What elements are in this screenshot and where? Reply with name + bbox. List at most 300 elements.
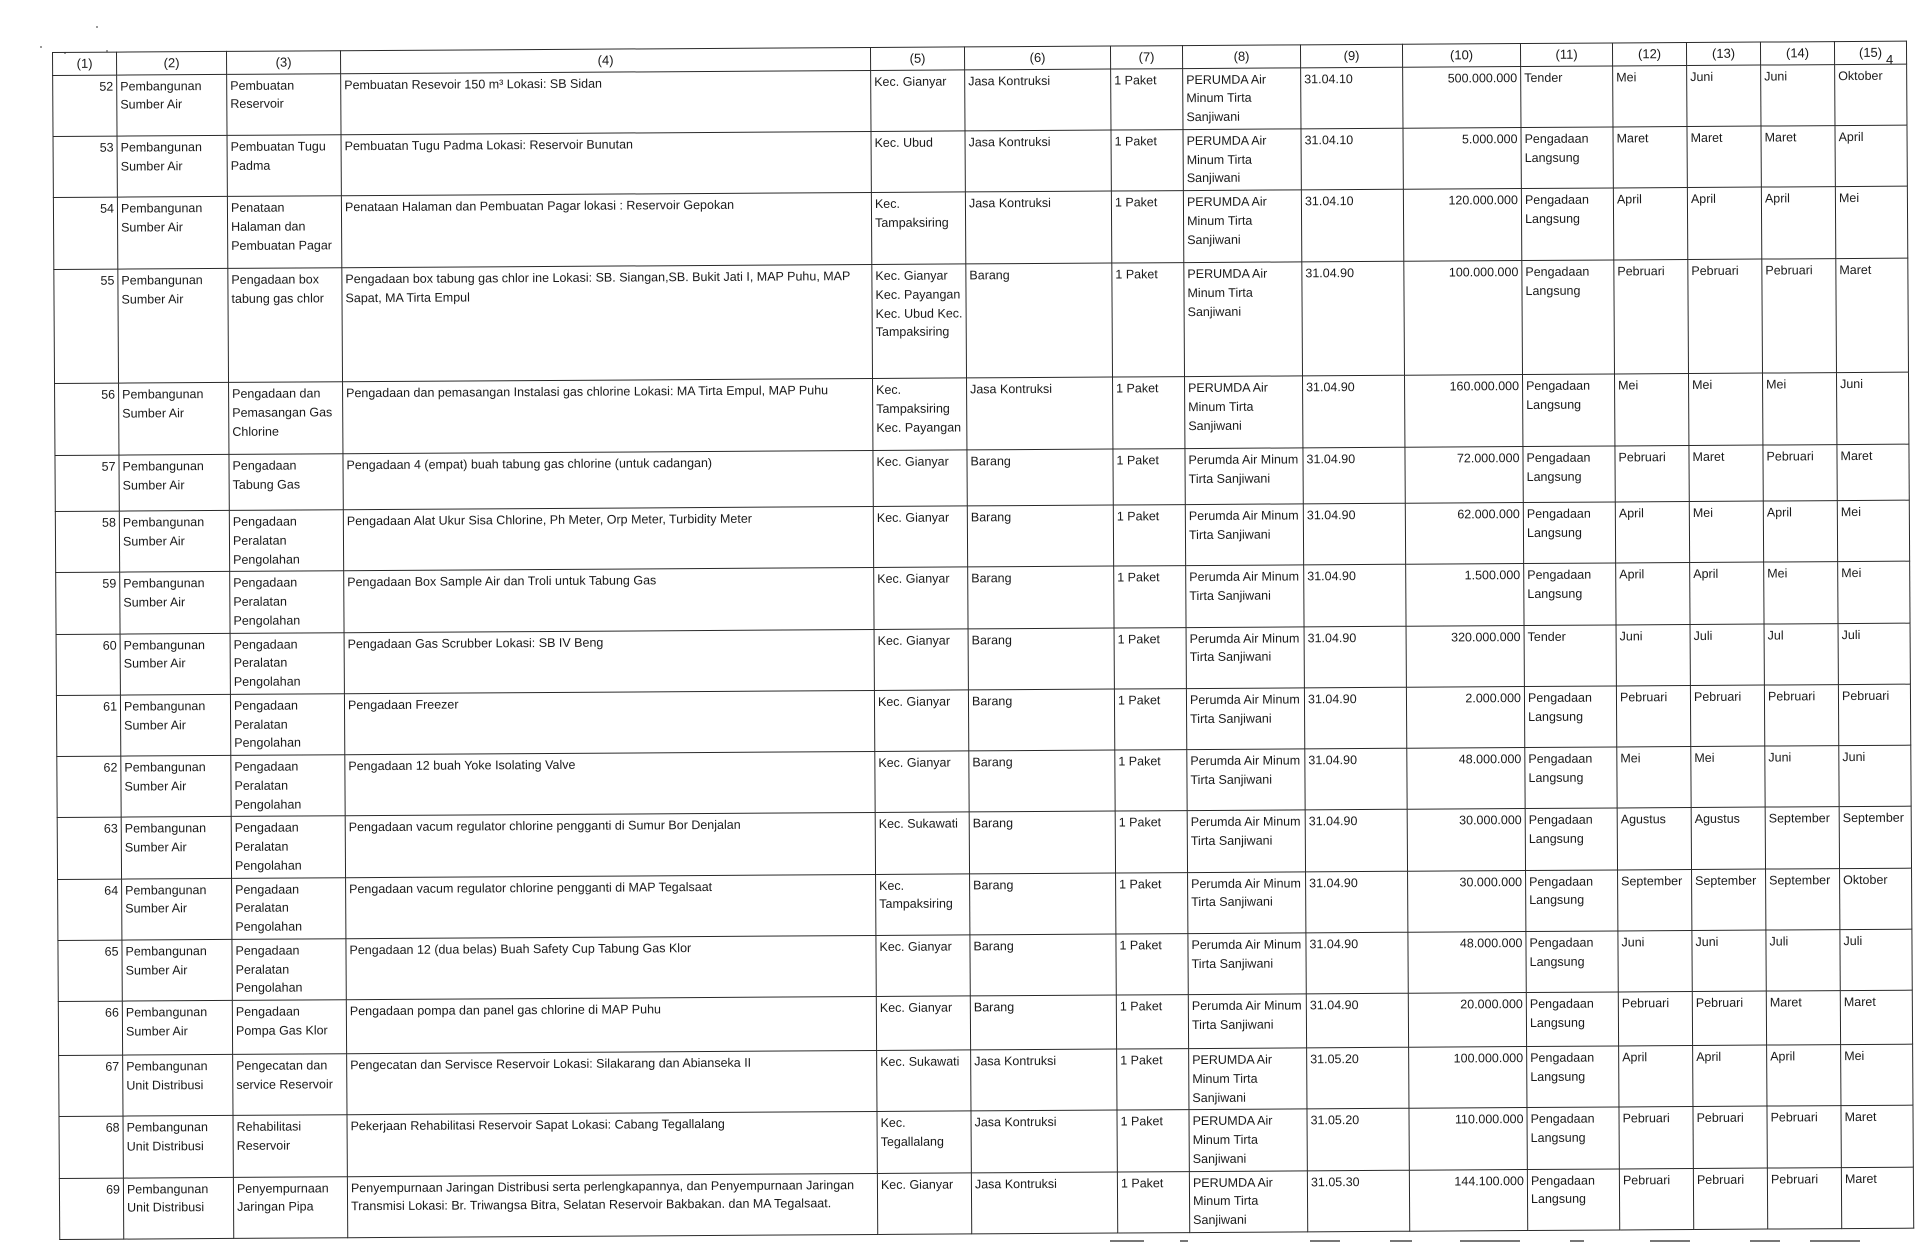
cell-month-12: Pebruari bbox=[1619, 1107, 1693, 1169]
cell-month-13: April bbox=[1687, 187, 1761, 259]
cell-month-13: September bbox=[1692, 869, 1766, 931]
cell-month-14: Juni bbox=[1761, 64, 1835, 126]
table-row bbox=[55, 500, 1909, 573]
cell-executor: Perumda Air Minum Tirta Sanjiwani bbox=[1188, 994, 1306, 1049]
column-header-2: (2) bbox=[117, 51, 227, 74]
cell-description: Pekerjaan Rehabilitasi Reservoir Sapat Lokasi: Cabang Tegallalang bbox=[347, 1112, 877, 1176]
cell-program: Pembangunan Sumber Air bbox=[121, 755, 231, 817]
cell-account-code: 31.05.20 bbox=[1307, 1047, 1409, 1109]
cell-volume: 1 Paket bbox=[1111, 68, 1183, 130]
cell-activity: Penyempurnaan Jaringan Pipa bbox=[233, 1176, 347, 1238]
cell-description: Pengadaan 12 buah Yoke Isolating Valve bbox=[345, 751, 875, 815]
cell-account-code: 31.04.90 bbox=[1306, 932, 1408, 994]
cell-program: Pembangunan Sumber Air bbox=[117, 135, 227, 197]
cell-location: Kec. Sukawati bbox=[877, 1050, 971, 1112]
cell-volume: 1 Paket bbox=[1117, 1171, 1189, 1233]
cell-description: Pembuatan Resevoir 150 m³ Lokasi: SB Sidan bbox=[341, 70, 871, 134]
cell-budget: 100.000.000 bbox=[1404, 261, 1523, 376]
cell-month-12: Mei bbox=[1613, 65, 1687, 127]
cell-month-13: Agustus bbox=[1691, 807, 1765, 869]
cell-executor: Perumda Air Minum Tirta Sanjiwani bbox=[1188, 933, 1306, 995]
cell-description: Pengadaan box tabung gas chlor ine Lokasi: SB. Siangan,SB. Bukit Jati I, MAP Puhu, MAP Sapat, MA Tirta Empul bbox=[342, 264, 873, 381]
cell-month-12: April bbox=[1613, 188, 1687, 260]
cell-program: Pembangunan Sumber Air bbox=[120, 633, 230, 695]
cell-method: Pengadaan Langsung bbox=[1527, 1107, 1619, 1169]
cell-activity: Pembuatan Tugu Padma bbox=[227, 134, 341, 196]
cell-month-15: September bbox=[1839, 806, 1911, 868]
cell-month-14: September bbox=[1765, 807, 1839, 869]
cell-month-14: April bbox=[1763, 501, 1837, 563]
cell-description: Pengadaan 12 (dua belas) Buah Safety Cup Tabung Gas Klor bbox=[346, 935, 876, 999]
cell-month-13: Maret bbox=[1687, 126, 1761, 188]
cell-month-12: Agustus bbox=[1617, 808, 1691, 870]
table-row bbox=[58, 929, 1912, 1002]
cell-budget: 100.000.000 bbox=[1409, 1047, 1527, 1109]
cell-activity: Pengadaan Peralatan Pengolahan bbox=[230, 632, 344, 694]
table-row bbox=[55, 372, 1909, 455]
scan-speck bbox=[96, 26, 98, 28]
cell-type: Barang bbox=[968, 566, 1114, 628]
cell-volume: 1 Paket bbox=[1111, 129, 1183, 191]
cell-program: Pembangunan Unit Distribusi bbox=[123, 1177, 233, 1239]
cell-location: Kec. Tampaksiring Kec. Payangan bbox=[873, 378, 967, 451]
cell-type: Barang bbox=[968, 689, 1114, 751]
table-row bbox=[56, 561, 1910, 634]
cell-month-13: April bbox=[1690, 562, 1764, 624]
cell-account-code: 31.05.20 bbox=[1307, 1108, 1409, 1170]
cell-type: Jasa Kontruksi bbox=[971, 1110, 1117, 1172]
cell-program: Pembangunan Sumber Air bbox=[119, 510, 229, 572]
cell-month-12: September bbox=[1618, 869, 1692, 931]
cell-type: Jasa Kontruksi bbox=[971, 1172, 1117, 1234]
cell-row-number: 68 bbox=[59, 1116, 123, 1178]
cell-type: Barang bbox=[968, 628, 1114, 690]
column-header-13: (13) bbox=[1686, 42, 1760, 65]
cell-month-15: Oktober bbox=[1835, 64, 1907, 126]
cell-volume: 1 Paket bbox=[1116, 933, 1188, 995]
cell-month-12: Juni bbox=[1618, 930, 1692, 992]
cell-executor: PERUMDA Air Minum Tirta Sanjiwani bbox=[1184, 262, 1303, 377]
cell-budget: 30.000.000 bbox=[1408, 870, 1526, 932]
cell-row-number: 56 bbox=[55, 383, 119, 455]
cell-month-12: Pebruari bbox=[1619, 1168, 1693, 1230]
cell-budget: 500.000.000 bbox=[1403, 66, 1521, 128]
table-row bbox=[57, 745, 1911, 818]
cell-row-number: 54 bbox=[53, 197, 117, 269]
cell-account-code: 31.04.10 bbox=[1301, 128, 1403, 190]
cell-executor: Perumda Air Minum Tirta Sanjiwani bbox=[1185, 504, 1303, 566]
column-header-11: (11) bbox=[1520, 43, 1612, 66]
cell-budget: 160.000.000 bbox=[1404, 375, 1522, 448]
cell-month-14: Maret bbox=[1766, 991, 1840, 1045]
cell-activity: Pengadaan Peralatan Pengolahan bbox=[230, 571, 344, 633]
cell-month-14: September bbox=[1766, 868, 1840, 930]
column-header-10: (10) bbox=[1402, 44, 1520, 67]
cell-month-15: Maret bbox=[1836, 258, 1909, 372]
cell-month-12: Pebruari bbox=[1614, 260, 1689, 374]
cell-type: Jasa Kontruksi bbox=[971, 1049, 1117, 1111]
procurement-plan-table bbox=[52, 41, 1914, 1240]
cell-method: Pengadaan Langsung bbox=[1522, 260, 1615, 375]
cell-month-12: Pebruari bbox=[1615, 446, 1689, 502]
cell-type: Barang bbox=[969, 811, 1115, 873]
cell-budget: 30.000.000 bbox=[1407, 809, 1525, 871]
cell-activity: Rehabilitasi Reservoir bbox=[233, 1115, 347, 1177]
cell-executor: Perumda Air Minum Tirta Sanjiwani bbox=[1185, 448, 1303, 505]
scan-speck bbox=[40, 46, 42, 48]
cell-method: Pengadaan Langsung bbox=[1527, 1168, 1619, 1230]
cell-budget: 1.500.000 bbox=[1406, 564, 1524, 626]
cell-volume: 1 Paket bbox=[1117, 1110, 1189, 1172]
cell-executor: PERUMDA Air Minum Tirta Sanjiwani bbox=[1189, 1109, 1307, 1171]
column-header-4: (4) bbox=[340, 48, 870, 74]
cell-method: Pengadaan Langsung bbox=[1523, 502, 1615, 564]
cell-budget: 320.000.000 bbox=[1406, 625, 1524, 687]
cell-method: Pengadaan Langsung bbox=[1524, 563, 1616, 625]
cell-volume: 1 Paket bbox=[1114, 566, 1186, 628]
cell-activity: Pengadaan dan Pemasangan Gas Chlorine bbox=[229, 382, 343, 455]
cell-month-15: Maret bbox=[1837, 444, 1909, 500]
cell-volume: 1 Paket bbox=[1112, 263, 1185, 377]
cell-method: Pengadaan Langsung bbox=[1527, 1046, 1619, 1108]
procurement-table-wrapper bbox=[52, 41, 1904, 1240]
table-row bbox=[53, 64, 1907, 137]
cell-program: Pembangunan Sumber Air bbox=[122, 939, 232, 1001]
cell-method: Pengadaan Langsung bbox=[1526, 992, 1618, 1047]
cell-executor: Perumda Air Minum Tirta Sanjiwani bbox=[1188, 871, 1306, 933]
cell-row-number: 53 bbox=[53, 136, 117, 198]
table-row bbox=[56, 684, 1910, 757]
cell-executor: Perumda Air Minum Tirta Sanjiwani bbox=[1187, 810, 1305, 872]
cell-description: Pengadaan vacum regulator chlorine pengganti di Sumur Bor Denjalan bbox=[345, 813, 875, 877]
cell-account-code: 31.04.90 bbox=[1304, 564, 1406, 626]
cell-type: Barang bbox=[966, 263, 1113, 378]
cell-program: Pembangunan Sumber Air bbox=[117, 196, 227, 269]
cell-volume: 1 Paket bbox=[1111, 191, 1183, 263]
cell-volume: 1 Paket bbox=[1116, 995, 1188, 1049]
cell-program: Pembangunan Sumber Air bbox=[121, 817, 231, 879]
cell-budget: 5.000.000 bbox=[1403, 127, 1521, 189]
cell-program: Pembangunan Sumber Air bbox=[118, 268, 229, 383]
cell-location: Kec. Gianyar bbox=[871, 69, 965, 131]
cell-row-number: 55 bbox=[54, 269, 119, 383]
cell-month-14: Juli bbox=[1766, 929, 1840, 991]
cell-activity: Pembuatan Reservoir bbox=[227, 73, 341, 135]
cell-row-number: 57 bbox=[55, 455, 119, 511]
cell-month-14: Maret bbox=[1761, 125, 1835, 187]
cell-executor: PERUMDA Air Minum Tirta Sanjiwani bbox=[1185, 376, 1303, 449]
cell-month-14: April bbox=[1767, 1045, 1841, 1107]
cell-volume: 1 Paket bbox=[1113, 449, 1185, 505]
cell-month-12: Juni bbox=[1616, 624, 1690, 686]
cell-month-14: Juni bbox=[1765, 746, 1839, 808]
cell-volume: 1 Paket bbox=[1115, 750, 1187, 812]
cell-activity: Pengadaan Pompa Gas Klor bbox=[232, 1000, 346, 1055]
cell-month-15: Maret bbox=[1841, 1105, 1913, 1167]
cell-month-13: Pebruari bbox=[1692, 991, 1766, 1045]
cell-program: Pembangunan Unit Distribusi bbox=[123, 1054, 233, 1116]
cell-description: Pembuatan Tugu Padma Lokasi: Reservoir Bunutan bbox=[341, 131, 871, 195]
cell-row-number: 69 bbox=[59, 1178, 123, 1240]
cell-method: Pengadaan Langsung bbox=[1526, 869, 1618, 931]
cell-location: Kec. Sukawati bbox=[875, 812, 969, 874]
cell-month-13: April bbox=[1693, 1045, 1767, 1107]
cell-type: Jasa Kontruksi bbox=[967, 377, 1113, 450]
cell-account-code: 31.04.90 bbox=[1303, 503, 1405, 565]
cell-description: Penataan Halaman dan Pembuatan Pagar lokasi : Reservoir Gepokan bbox=[341, 192, 871, 267]
cell-month-12: Pebruari bbox=[1616, 685, 1690, 747]
cell-type: Jasa Kontruksi bbox=[965, 69, 1111, 131]
table-row bbox=[59, 1105, 1913, 1178]
cell-month-14: April bbox=[1761, 187, 1835, 259]
cell-account-code: 31.04.10 bbox=[1301, 189, 1403, 262]
cell-program: Pembangunan Unit Distribusi bbox=[123, 1116, 233, 1178]
cell-description: Penyempurnaan Jaringan Distribusi serta perlengkapannya, dan Penyempurnaan Jaringan Transmisi Lokasi: Br. Triwangsa Bitra, Selatan Reservoir Bakbakan. dan MA Tegalsaat. bbox=[347, 1173, 877, 1237]
cell-month-13: Pebruari bbox=[1693, 1168, 1767, 1230]
cell-executor: PERUMDA Air Minum Tirta Sanjiwani bbox=[1183, 67, 1301, 129]
cell-month-12: Maret bbox=[1613, 126, 1687, 188]
cell-budget: 48.000.000 bbox=[1408, 931, 1526, 993]
cell-month-15: Juli bbox=[1838, 623, 1910, 685]
cell-activity: Pengadaan Peralatan Pengolahan bbox=[232, 938, 346, 1000]
cell-month-14: Pebruari bbox=[1764, 684, 1838, 746]
cell-month-15: Mei bbox=[1838, 561, 1910, 623]
cell-description: Pengadaan dan pemasangan Instalasi gas chlorine Lokasi: MA Tirta Empul, MAP Puhu bbox=[343, 378, 873, 453]
cell-location: Kec. Gianyar bbox=[874, 628, 968, 690]
cell-program: Pembangunan Sumber Air bbox=[122, 878, 232, 940]
cell-activity: Pengadaan Peralatan Pengolahan bbox=[231, 816, 345, 878]
cell-program: Pembangunan Sumber Air bbox=[120, 694, 230, 756]
column-header-9: (9) bbox=[1300, 44, 1402, 67]
cell-month-15: Mei bbox=[1841, 1044, 1913, 1106]
column-header-6: (6) bbox=[964, 46, 1110, 69]
table-row bbox=[57, 806, 1911, 879]
cell-activity: Pengadaan box tabung gas chlor bbox=[228, 268, 343, 383]
cell-method: Pengadaan Langsung bbox=[1525, 747, 1617, 809]
cell-method: Pengadaan Langsung bbox=[1522, 374, 1614, 447]
cell-row-number: 59 bbox=[56, 572, 120, 634]
cell-month-12: Mei bbox=[1614, 374, 1688, 446]
cell-month-15: Maret bbox=[1840, 990, 1912, 1044]
cell-executor: Perumda Air Minum Tirta Sanjiwani bbox=[1186, 565, 1304, 627]
cell-month-13: Maret bbox=[1689, 445, 1763, 501]
cell-volume: 1 Paket bbox=[1114, 627, 1186, 689]
cell-location: Kec. Gianyar bbox=[874, 567, 968, 629]
column-header-15: (15) bbox=[1834, 41, 1906, 64]
cell-location: Kec. Gianyar bbox=[876, 935, 970, 997]
cell-account-code: 31.04.90 bbox=[1304, 687, 1406, 749]
column-header-5: (5) bbox=[870, 47, 964, 70]
cell-row-number: 67 bbox=[59, 1055, 123, 1117]
cell-type: Barang bbox=[970, 995, 1116, 1050]
cell-month-15: Oktober bbox=[1840, 868, 1912, 930]
cell-budget: 48.000.000 bbox=[1407, 748, 1525, 810]
cell-program: Pembangunan Sumber Air bbox=[117, 74, 227, 136]
cell-month-15: April bbox=[1835, 125, 1907, 187]
table-row bbox=[53, 125, 1907, 198]
cell-month-13: Pebruari bbox=[1690, 685, 1764, 747]
cell-row-number: 63 bbox=[57, 817, 121, 879]
cell-month-15: Mei bbox=[1837, 500, 1909, 562]
column-header-14: (14) bbox=[1760, 42, 1834, 65]
table-row bbox=[56, 623, 1910, 696]
cell-month-12: Pebruari bbox=[1618, 991, 1692, 1045]
cell-month-15: Juni bbox=[1839, 745, 1911, 807]
cell-month-14: Jul bbox=[1764, 623, 1838, 685]
cell-executor: PERUMDA Air Minum Tirta Sanjiwani bbox=[1183, 129, 1301, 191]
cell-month-14: Pebruari bbox=[1762, 259, 1837, 373]
cell-account-code: 31.04.90 bbox=[1304, 626, 1406, 688]
cell-description: Pengadaan Alat Ukur Sisa Chlorine, Ph Meter, Orp Meter, Turbidity Meter bbox=[343, 506, 873, 570]
page-number: 4 bbox=[1886, 52, 1894, 67]
cell-account-code: 31.04.10 bbox=[1301, 67, 1403, 129]
cell-month-12: April bbox=[1616, 563, 1690, 625]
cell-method: Pengadaan Langsung bbox=[1524, 686, 1616, 748]
cell-method: Pengadaan Langsung bbox=[1525, 808, 1617, 870]
table-row bbox=[54, 258, 1909, 383]
cell-volume: 1 Paket bbox=[1113, 505, 1185, 567]
cell-location: Kec. Gianyar bbox=[874, 690, 968, 752]
cell-description: Pengadaan vacum regulator chlorine pengganti di MAP Tegalsaat bbox=[346, 874, 876, 938]
table-row bbox=[53, 186, 1907, 269]
cell-row-number: 64 bbox=[58, 879, 122, 941]
cell-month-13: Mei bbox=[1689, 501, 1763, 563]
cell-description: Pengadaan Box Sample Air dan Troli untuk Tabung Gas bbox=[344, 568, 874, 632]
cell-activity: Pengadaan Peralatan Pengolahan bbox=[229, 510, 343, 572]
cell-description: Pengadaan pompa dan panel gas chlorine di MAP Puhu bbox=[346, 996, 876, 1053]
column-header-1: (1) bbox=[53, 52, 117, 75]
cell-month-14: Pebruari bbox=[1767, 1167, 1841, 1229]
cell-row-number: 52 bbox=[53, 75, 117, 137]
cell-activity: Pengadaan Tabung Gas bbox=[229, 454, 343, 511]
cell-account-code: 31.04.90 bbox=[1306, 871, 1408, 933]
cell-executor: PERUMDA Air Minum Tirta Sanjiwani bbox=[1189, 1170, 1307, 1232]
cell-description: Pengadaan Gas Scrubber Lokasi: SB IV Beng bbox=[344, 629, 874, 693]
cell-activity: Pengadaan Peralatan Pengolahan bbox=[231, 755, 345, 817]
cell-location: Kec. Ubud bbox=[871, 131, 965, 193]
cell-location: Kec. Gianyar bbox=[873, 506, 967, 568]
cell-budget: 20.000.000 bbox=[1408, 993, 1526, 1048]
cell-month-15: Maret bbox=[1841, 1167, 1913, 1229]
cell-month-14: Pebruari bbox=[1767, 1106, 1841, 1168]
cell-activity: Pengecatan dan service Reservoir bbox=[233, 1054, 347, 1116]
cell-activity: Pengadaan Peralatan Pengolahan bbox=[232, 877, 346, 939]
cell-location: Kec. Gianyar Kec. Payangan Kec. Ubud Kec. Tampaksiring bbox=[872, 264, 967, 379]
cell-budget: 110.000.000 bbox=[1409, 1108, 1527, 1170]
cell-location: Kec. Gianyar bbox=[873, 450, 967, 507]
cell-account-code: 31.04.90 bbox=[1306, 993, 1408, 1048]
cell-type: Barang bbox=[969, 750, 1115, 812]
cell-account-code: 31.04.90 bbox=[1302, 261, 1405, 376]
cell-budget: 144.100.000 bbox=[1409, 1169, 1527, 1231]
cell-row-number: 58 bbox=[55, 511, 119, 573]
cell-month-15: Pebruari bbox=[1838, 684, 1910, 746]
cell-description: Pengadaan 4 (empat) buah tabung gas chlorine (untuk cadangan) bbox=[343, 450, 873, 509]
cell-month-14: Mei bbox=[1762, 373, 1836, 445]
cell-budget: 62.000.000 bbox=[1405, 503, 1523, 565]
cell-month-12: April bbox=[1619, 1045, 1693, 1107]
cell-type: Barang bbox=[967, 449, 1113, 506]
cell-location: Kec. Tampaksiring bbox=[876, 873, 970, 935]
cell-month-13: Pebruari bbox=[1688, 259, 1763, 373]
cell-month-15: Juni bbox=[1836, 372, 1908, 444]
cell-description: Pengadaan Freezer bbox=[344, 690, 874, 754]
cell-account-code: 31.04.90 bbox=[1303, 447, 1405, 504]
cell-executor: Perumda Air Minum Tirta Sanjiwani bbox=[1186, 626, 1304, 688]
cell-volume: 1 Paket bbox=[1113, 377, 1185, 449]
cell-month-14: Pebruari bbox=[1763, 445, 1837, 501]
cell-program: Pembangunan Sumber Air bbox=[122, 1000, 232, 1055]
cell-account-code: 31.04.90 bbox=[1305, 809, 1407, 871]
scan-footer-marks bbox=[1110, 1240, 1870, 1244]
cell-type: Barang bbox=[967, 505, 1113, 567]
cell-volume: 1 Paket bbox=[1116, 872, 1188, 934]
cell-method: Pengadaan Langsung bbox=[1521, 188, 1613, 261]
cell-month-15: Mei bbox=[1835, 186, 1907, 258]
cell-location: Kec. Gianyar bbox=[875, 751, 969, 813]
cell-month-12: Mei bbox=[1617, 747, 1691, 809]
cell-executor: Perumda Air Minum Tirta Sanjiwani bbox=[1187, 749, 1305, 811]
cell-month-15: Juli bbox=[1840, 929, 1912, 991]
cell-method: Pengadaan Langsung bbox=[1521, 127, 1613, 189]
cell-method: Tender bbox=[1521, 65, 1613, 127]
cell-type: Jasa Kontruksi bbox=[965, 130, 1111, 192]
cell-program: Pembangunan Sumber Air bbox=[119, 382, 229, 455]
cell-location: Kec. Gianyar bbox=[877, 1172, 971, 1234]
cell-executor: PERUMDA Air Minum Tirta Sanjiwani bbox=[1189, 1048, 1307, 1110]
cell-location: Kec. Tegallalang bbox=[877, 1111, 971, 1173]
cell-method: Tender bbox=[1524, 624, 1616, 686]
column-header-8: (8) bbox=[1182, 45, 1300, 68]
table-body bbox=[53, 64, 1914, 1240]
cell-volume: 1 Paket bbox=[1117, 1049, 1189, 1111]
cell-location: Kec. Tampaksiring bbox=[871, 192, 965, 265]
table-row bbox=[59, 1044, 1913, 1117]
cell-activity: Pengadaan Peralatan Pengolahan bbox=[230, 693, 344, 755]
cell-month-14: Mei bbox=[1764, 562, 1838, 624]
column-header-3: (3) bbox=[226, 51, 340, 74]
cell-executor: Perumda Air Minum Tirta Sanjiwani bbox=[1186, 688, 1304, 750]
table-row bbox=[58, 868, 1912, 941]
cell-program: Pembangunan Sumber Air bbox=[120, 572, 230, 634]
table-row bbox=[59, 1167, 1913, 1240]
cell-method: Pengadaan Langsung bbox=[1526, 931, 1618, 993]
cell-row-number: 66 bbox=[58, 1001, 122, 1055]
cell-volume: 1 Paket bbox=[1115, 811, 1187, 873]
cell-row-number: 61 bbox=[56, 695, 120, 757]
cell-volume: 1 Paket bbox=[1114, 688, 1186, 750]
cell-program: Pembangunan Sumber Air bbox=[119, 454, 229, 511]
cell-row-number: 62 bbox=[57, 756, 121, 818]
cell-month-13: Mei bbox=[1691, 746, 1765, 808]
cell-month-13: Mei bbox=[1688, 373, 1762, 445]
column-header-12: (12) bbox=[1612, 43, 1686, 66]
cell-method: Pengadaan Langsung bbox=[1523, 446, 1615, 503]
cell-activity: Penataan Halaman dan Pembuatan Pagar bbox=[227, 196, 341, 269]
cell-executor: PERUMDA Air Minum Tirta Sanjiwani bbox=[1183, 190, 1301, 263]
cell-type: Barang bbox=[970, 934, 1116, 996]
cell-month-13: Pebruari bbox=[1693, 1106, 1767, 1168]
column-header-7: (7) bbox=[1110, 46, 1182, 69]
cell-location: Kec. Gianyar bbox=[876, 996, 970, 1051]
cell-row-number: 60 bbox=[56, 634, 120, 696]
cell-month-13: Juli bbox=[1690, 624, 1764, 686]
cell-account-code: 31.05.30 bbox=[1307, 1170, 1409, 1232]
cell-account-code: 31.04.90 bbox=[1303, 375, 1405, 448]
cell-row-number: 65 bbox=[58, 940, 122, 1002]
cell-budget: 120.000.000 bbox=[1403, 189, 1521, 262]
cell-budget: 2.000.000 bbox=[1406, 686, 1524, 748]
